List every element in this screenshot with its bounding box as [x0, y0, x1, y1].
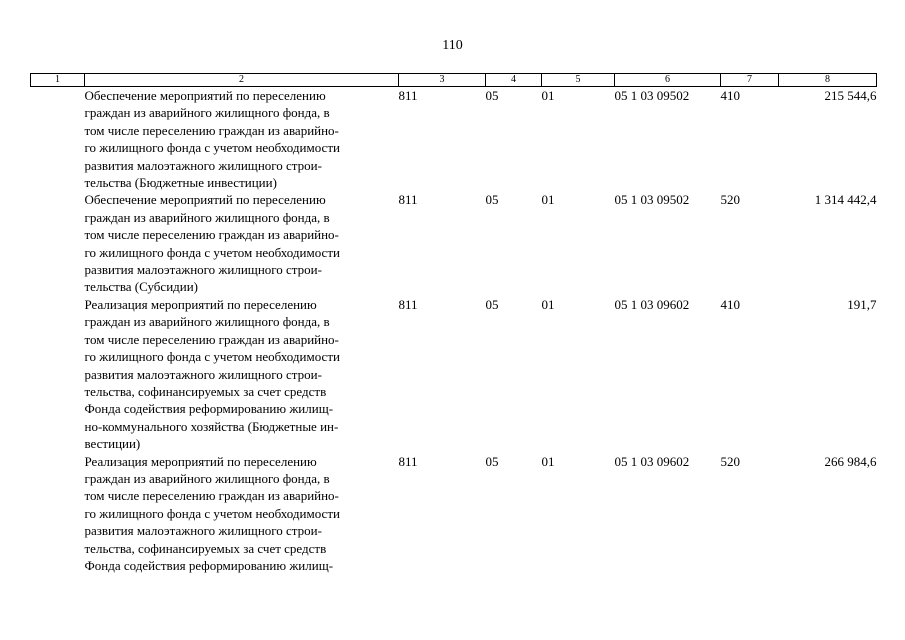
row-description — [85, 191, 399, 295]
description-line: Реализация мероприятий по переселению — [84, 453, 317, 469]
table-row — [31, 453, 877, 583]
amount: 1 314 442,4 — [814, 192, 877, 208]
expense-type-code: 520 — [720, 192, 740, 208]
ministry-code: 811 — [398, 88, 418, 103]
subsection-code: 01 — [541, 296, 555, 312]
section-code: 05 — [485, 88, 499, 103]
description-line: граждан из аварийного жилищного фонда, в — [84, 470, 330, 486]
row-description — [85, 296, 399, 453]
ministry-code: 811 — [398, 296, 418, 312]
col-header-3: 3 — [399, 74, 486, 87]
description-line: вестиции) — [84, 436, 141, 452]
page-number: 110 — [442, 38, 463, 53]
section-code: 05 — [485, 192, 499, 208]
expense-type-code: 410 — [720, 88, 740, 103]
row-empty-cell — [31, 453, 85, 583]
column-number-header-row — [31, 74, 877, 87]
col-header-2: 2 — [85, 74, 399, 87]
col-header-5: 5 — [542, 74, 615, 87]
description-line: го жилищного фонда с учетом необходимости — [84, 140, 340, 156]
expense-type-code: 520 — [720, 453, 740, 469]
amount: 215 544,6 — [824, 88, 877, 103]
ministry-code: 811 — [398, 453, 418, 469]
subsection-code: 01 — [541, 192, 555, 208]
description-line: граждан из аварийного жилищного фонда, в — [84, 209, 330, 225]
description-line: тельства (Субсидии) — [84, 279, 199, 295]
section-code: 05 — [485, 296, 499, 312]
description-line: развития малоэтажного жилищного строи- — [84, 157, 322, 173]
description-line: но-коммунального хозяйства (Бюджетные ин- — [84, 418, 339, 434]
amount: 266 984,6 — [824, 453, 877, 469]
col-header-4: 4 — [486, 74, 542, 87]
description-line: развития малоэтажного жилищного строи- — [84, 366, 322, 382]
description-line: том числе переселению граждан из аварийно- — [84, 331, 339, 347]
description-line: том числе переселению граждан из аварийно- — [84, 227, 339, 243]
table-row — [31, 87, 877, 192]
row-description — [85, 453, 399, 583]
description-line: развития малоэтажного жилищного строи- — [84, 262, 322, 278]
description-line: Фонда содействия реформированию жилищ- — [84, 557, 334, 573]
col-header-1: 1 — [31, 74, 85, 87]
description-line: граждан из аварийного жилищного фонда, в — [84, 314, 330, 330]
col-header-8: 8 — [779, 74, 877, 87]
description-line: Реализация мероприятий по переселению — [84, 296, 317, 312]
subsection-code: 01 — [541, 88, 555, 103]
section-code: 05 — [485, 453, 499, 469]
budget-table — [30, 73, 877, 583]
description-line: Обеспечение мероприятий по переселению — [84, 88, 326, 103]
table-row — [31, 296, 877, 453]
description-line: том числе переселению граждан из аварийно- — [84, 488, 339, 504]
row-empty-cell — [31, 191, 85, 295]
col-header-6: 6 — [615, 74, 721, 87]
ministry-code: 811 — [398, 192, 418, 208]
description-line: тельства, софинансируемых за счет средств — [84, 540, 327, 556]
description-line: тельства (Бюджетные инвестиции) — [84, 175, 277, 191]
description-line: граждан из аварийного жилищного фонда, в — [84, 105, 330, 121]
description-line: тельства, софинансируемых за счет средств — [84, 383, 327, 399]
description-line: го жилищного фонда с учетом необходимости — [84, 244, 340, 260]
row-empty-cell — [31, 296, 85, 453]
col-header-7: 7 — [721, 74, 779, 87]
amount: 191,7 — [847, 296, 877, 312]
target-item-code: 05 1 03 09602 — [614, 453, 690, 469]
target-item-code: 05 1 03 09602 — [614, 296, 690, 312]
description-line: Фонда содействия реформированию жилищ- — [84, 401, 334, 417]
row-empty-cell — [31, 87, 85, 192]
description-line: го жилищного фонда с учетом необходимости — [84, 349, 340, 365]
expense-type-code: 410 — [720, 296, 740, 312]
description-line: развития малоэтажного жилищного строи- — [84, 523, 322, 539]
target-item-code: 05 1 03 09502 — [614, 88, 690, 103]
subsection-code: 01 — [541, 453, 555, 469]
target-item-code: 05 1 03 09502 — [614, 192, 690, 208]
description-line: том числе переселению граждан из аварийно- — [84, 122, 339, 138]
description-line: го жилищного фонда с учетом необходимости — [84, 505, 340, 521]
row-description — [85, 87, 399, 192]
table-row — [31, 191, 877, 295]
description-line: Обеспечение мероприятий по переселению — [84, 192, 326, 208]
